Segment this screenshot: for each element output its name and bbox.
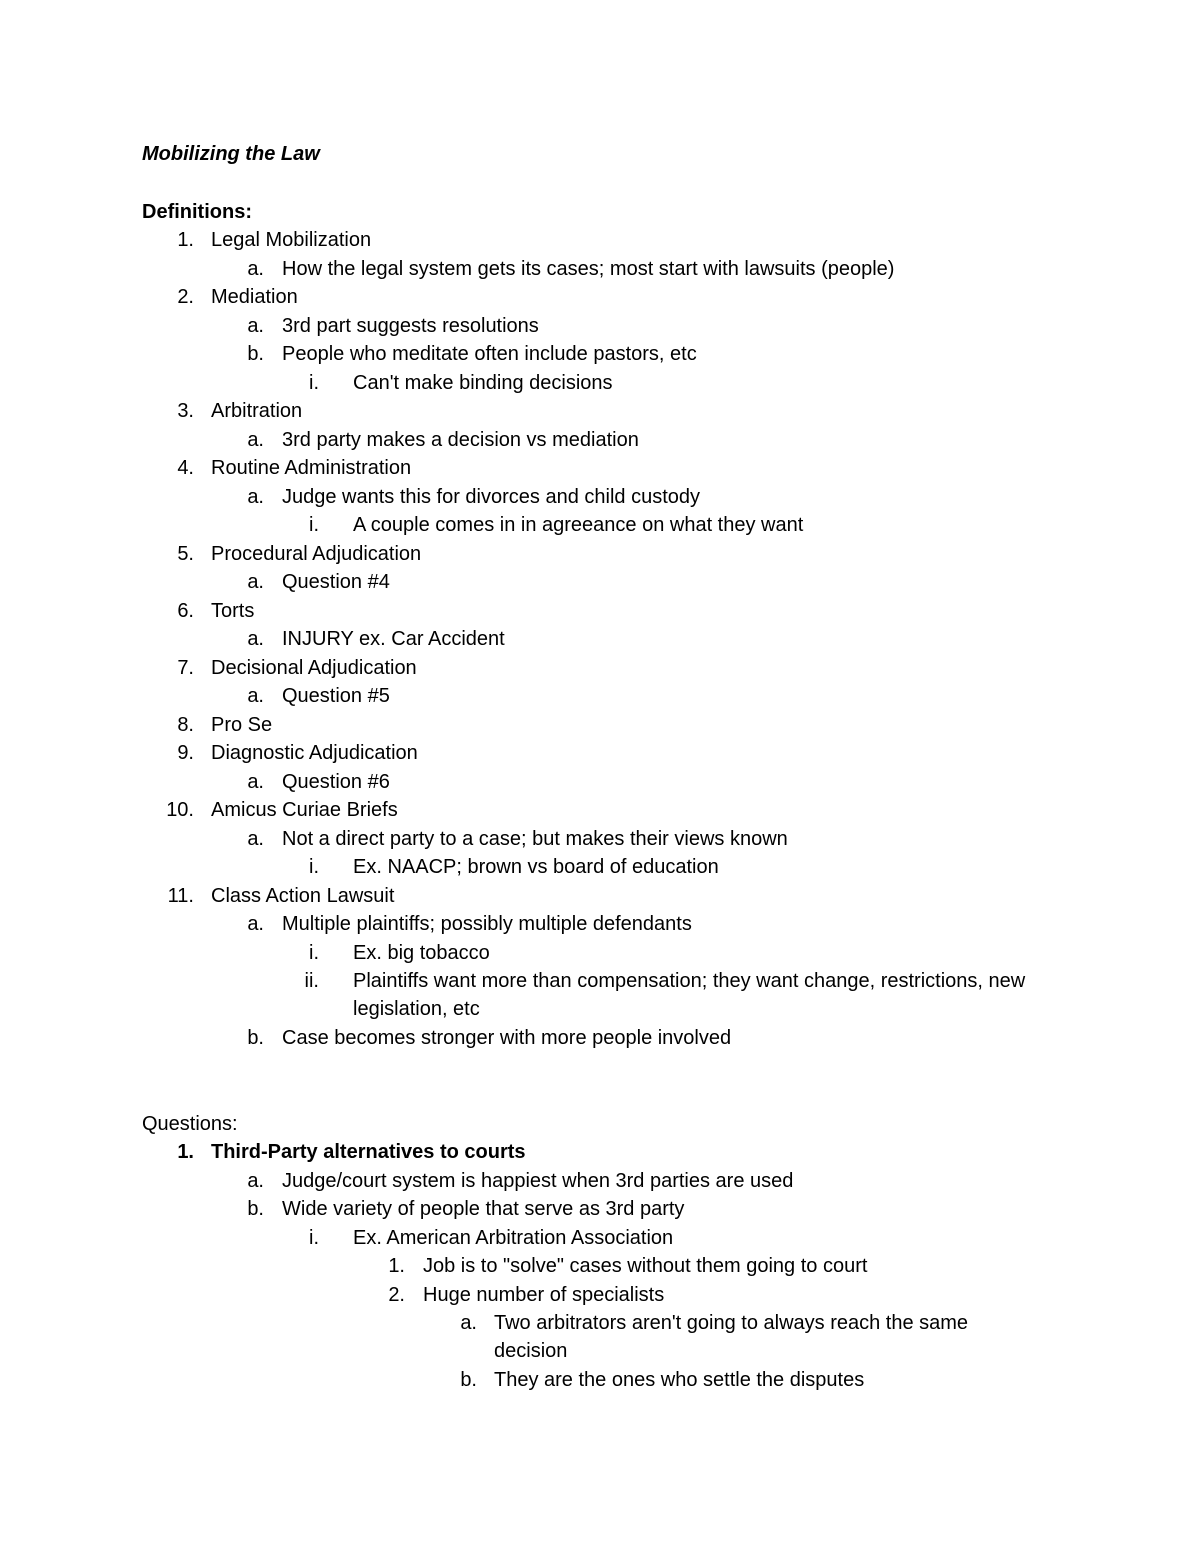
list-item [0, 397, 1200, 426]
list-marker: 4. [177, 457, 194, 479]
list-item [0, 768, 1200, 797]
list-item [0, 511, 1200, 540]
list-text: Question #5 [282, 685, 390, 707]
list-text: Job is to "solve" cases without them going to court [423, 1255, 868, 1277]
list-item [0, 1366, 1200, 1395]
document-title: Mobilizing the Law [142, 143, 320, 165]
list-item [0, 853, 1200, 882]
list-text: Ex. NAACP; brown vs board of education [353, 856, 719, 878]
definitions-heading: Definitions: [142, 201, 252, 223]
list-marker: 11. [167, 884, 194, 907]
list-marker: i. [309, 1226, 319, 1249]
list-marker: b. [247, 343, 264, 365]
list-item [0, 255, 1200, 284]
list-text: Torts [211, 599, 255, 622]
list-item [0, 483, 1200, 512]
list-marker: 1. [177, 1141, 194, 1163]
list-item [0, 625, 1200, 654]
list-text: How the legal system gets its cases; most start with lawsuits (people) [282, 257, 895, 280]
list-text: Judge wants this for divorces and child custody [282, 485, 700, 508]
list-item [0, 796, 1200, 825]
list-item [0, 967, 1200, 1021]
list-marker: 3. [177, 400, 194, 422]
list-marker: b. [247, 1198, 264, 1220]
list-marker: 1. [177, 229, 194, 251]
list-marker: a. [247, 314, 264, 337]
list-marker: a. [247, 685, 264, 707]
list-text: Class Action Lawsuit [211, 884, 395, 907]
list-text: They are the ones who settle the disputes [494, 1369, 865, 1391]
list-item [0, 739, 1200, 768]
list-marker: a. [247, 1169, 264, 1192]
list-marker: 8. [177, 713, 194, 736]
list-text: A couple comes in in agreeance on what they want [353, 514, 804, 536]
list-text: Ex. big tobacco [353, 941, 490, 964]
list-marker: 6. [177, 599, 194, 622]
list-marker: i. [309, 514, 319, 536]
list-text: Plaintiffs want more than compensation; they want change, restrictions, new legislation, etc [353, 970, 1026, 1021]
list-text: Two arbitrators aren't going to always reach the same decision [494, 1312, 969, 1363]
list-text: People who meditate often include pastors, etc [282, 343, 697, 365]
list-marker: a. [247, 913, 264, 935]
list-text: Judge/court system is happiest when 3rd parties are used [282, 1169, 794, 1192]
list-item [0, 312, 1200, 341]
list-item [0, 1252, 1200, 1281]
list-text: Pro Se [211, 713, 273, 736]
list-marker: ii. [304, 970, 319, 992]
list-marker: 9. [177, 742, 194, 764]
list-item [0, 825, 1200, 854]
list-marker: b. [247, 1027, 264, 1049]
list-item [0, 340, 1200, 369]
list-text: Routine Administration [211, 457, 412, 479]
list-marker: a. [247, 428, 264, 451]
list-text: Ex. American Arbitration Association [353, 1226, 674, 1249]
list-text: Diagnostic Adjudication [211, 742, 418, 764]
list-item [0, 882, 1200, 911]
list-text: Multiple plaintiffs; possibly multiple defendants [282, 913, 692, 935]
list-marker: a. [247, 770, 264, 793]
list-marker: a. [247, 485, 264, 508]
list-marker: b. [460, 1369, 477, 1391]
list-text: Huge number of specialists [423, 1283, 665, 1306]
list-item [0, 910, 1200, 939]
list-text: Legal Mobilization [211, 229, 372, 251]
list-item [0, 568, 1200, 597]
list-text: INJURY ex. Car Accident [282, 628, 505, 650]
list-item [0, 1167, 1200, 1196]
list-item [0, 597, 1200, 626]
list-item [0, 1024, 1200, 1053]
list-marker: 10. [166, 799, 194, 821]
list-text: Mediation [211, 286, 298, 308]
list-item [0, 682, 1200, 711]
list-text: Third-Party alternatives to courts [211, 1141, 526, 1163]
list-marker: i. [309, 941, 319, 964]
list-item [0, 1309, 1200, 1363]
list-item [0, 426, 1200, 455]
list-marker: i. [309, 856, 319, 878]
list-marker: 1. [388, 1255, 405, 1277]
list-text: Question #4 [282, 571, 390, 593]
list-marker: 2. [177, 286, 194, 308]
list-text: Procedural Adjudication [211, 542, 422, 565]
list-text: Decisional Adjudication [211, 656, 417, 679]
list-text: Can't make binding decisions [353, 371, 613, 394]
list-marker: 2. [388, 1283, 405, 1306]
list-text: 3rd part suggests resolutions [282, 314, 539, 337]
list-text: Wide variety of people that serve as 3rd party [282, 1198, 685, 1220]
list-marker: 7. [177, 656, 194, 679]
list-marker: 5. [177, 542, 194, 565]
list-marker: a. [460, 1312, 477, 1334]
list-marker: a. [247, 571, 264, 593]
list-item [0, 1195, 1200, 1224]
list-item [0, 454, 1200, 483]
list-marker: a. [247, 257, 264, 280]
list-text: Amicus Curiae Briefs [211, 799, 398, 821]
list-item [0, 1224, 1200, 1253]
list-item [0, 1138, 1200, 1167]
list-item [0, 540, 1200, 569]
list-text: Question #6 [282, 770, 390, 793]
list-text: 3rd party makes a decision vs mediation [282, 428, 639, 451]
list-text: Arbitration [211, 400, 303, 422]
list-marker: a. [247, 827, 264, 850]
list-item [0, 283, 1200, 312]
list-item [0, 711, 1200, 740]
list-item [0, 226, 1200, 255]
list-marker: i. [309, 371, 319, 394]
list-item [0, 654, 1200, 683]
list-item [0, 1281, 1200, 1310]
list-text: Case becomes stronger with more people involved [282, 1027, 732, 1049]
questions-heading: Questions: [142, 1113, 238, 1135]
list-item [0, 939, 1200, 968]
list-item [0, 369, 1200, 398]
list-marker: a. [247, 628, 264, 650]
list-text: Not a direct party to a case; but makes their views known [282, 827, 788, 850]
